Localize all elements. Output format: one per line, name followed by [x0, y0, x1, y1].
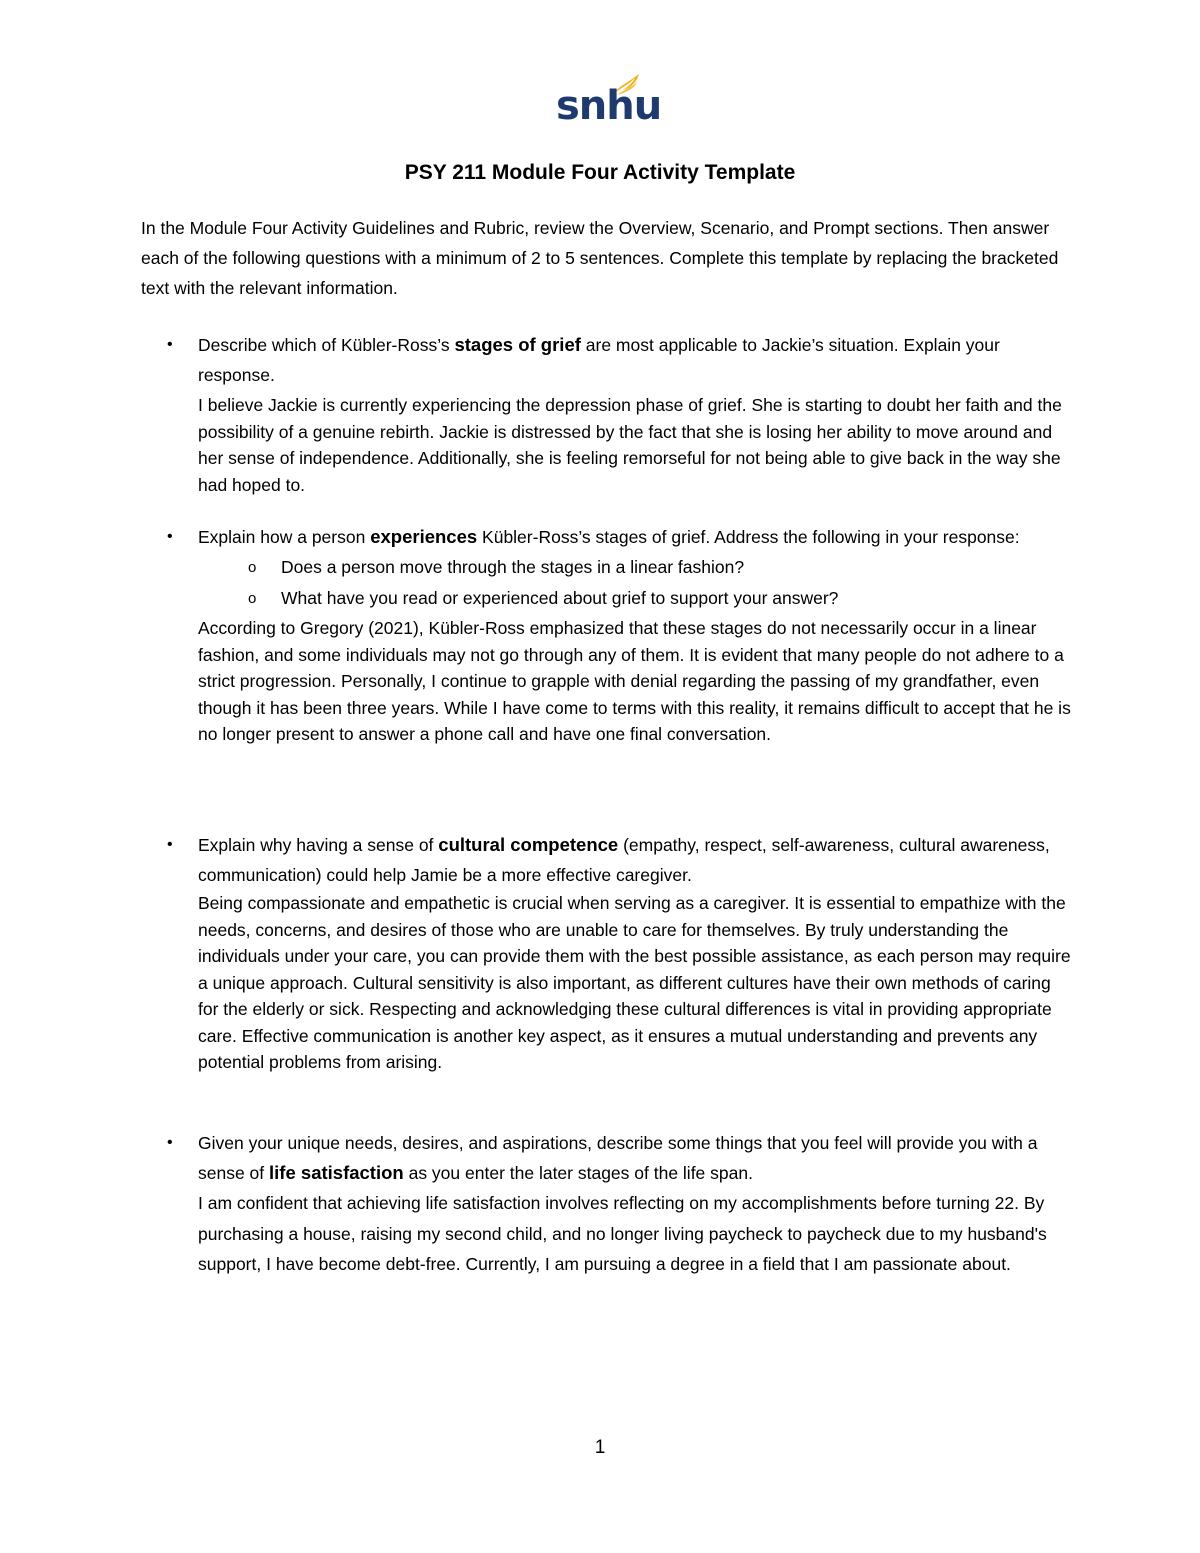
question-keyword: stages of grief	[454, 334, 581, 355]
sub-question: o Does a person move through the stages in a linear fashion?	[281, 552, 1071, 583]
question-block-1	[141, 330, 1071, 498]
logo-wordmark: snhu	[556, 83, 662, 129]
answer-text: Being compassionate and empathetic is crucial when serving as a caregiver. It is essential to empathize with the needs, concerns, and desires of those who are unable to care for themselves. By truly understanding the individuals under your care, you can provide them with the best possible assistance, as each person may require a unique approach. Cultural sensitivity is also important, as different cultures have their own methods of caring for the elderly or sick. Respecting and acknowledging these cultural differences is vital in providing appropriate care. Effective communication is another key aspect, as it ensures a mutual understanding and prevents any potential problems from arising.	[198, 893, 1071, 1072]
page-title: PSY 211 Module Four Activity Template	[404, 161, 796, 184]
question-prompt: Describe which of Kübler-Ross’s stages of grief are most applicable to Jackie’s situation. Explain your response.	[198, 334, 1000, 385]
question-keyword: experiences	[370, 526, 478, 547]
question-keyword: cultural competence	[438, 834, 619, 855]
snhu-logo	[556, 72, 662, 134]
sub-marker: o	[248, 590, 257, 607]
answer-text: I believe Jackie is currently experiencing the depression phase of grief. She is starting to doubt her faith and the possibility of a genuine rebirth. Jackie is distressed by the fact that she is losing her ability to move around and her sense of independence. Additionally, she is feeling remorseful for not being able to give back in the way she had hoped to.	[198, 395, 1062, 495]
bullet-marker: •	[167, 528, 173, 545]
intro-paragraph: In the Module Four Activity Guidelines and Rubric, review the Overview, Scenario, and Prompt sections. Then answer each of the following questions with a minimum of 2 to 5 sentences. Complete this template by replacing the bracketed text with the relevant information.	[141, 218, 1059, 298]
answer-text: According to Gregory (2021), Kübler-Ross emphasized that these stages do not necessarily occur in a linear fashion, and some individuals may not go through any of them. It is evident that many people do not adhere to a strict progression. Personally, I continue to grapple with denial regarding the passing of my grandfather, even though it has been three years. While I have come to terms with this reality, it remains difficult to accept that he is no longer present to answer a phone call and have one final conversation.	[198, 618, 1071, 744]
sub-question: o What have you read or experienced about grief to support your answer?	[281, 583, 1071, 614]
question-block-2	[141, 522, 1071, 748]
question-prompt: Explain why having a sense of cultural competence (empathy, respect, self-awareness, cultural awareness, communication) could help Jamie be a more effective caregiver.	[198, 834, 1050, 885]
page-number: 1	[594, 1437, 606, 1458]
question-block-3	[141, 830, 1071, 1076]
question-keyword: life satisfaction	[269, 1162, 404, 1183]
answer-text: I am confident that achieving life satisfaction involves reflecting on my accomplishments before turning 22. By purchasing a house, raising my second child, and no longer living paycheck to paycheck due to my husband's support, I have become debt-free. Currently, I am pursuing a degree in a field that I am passionate about.	[198, 1193, 1047, 1274]
bullet-marker: •	[167, 1134, 173, 1151]
sub-marker: o	[248, 559, 257, 576]
question-prompt: Explain how a person experiences Kübler-Ross’s stages of grief. Address the following in your response:	[198, 526, 1020, 547]
question-block-4	[141, 1128, 1071, 1280]
bullet-marker: •	[167, 836, 173, 853]
question-prompt: Given your unique needs, desires, and aspirations, describe some things that you feel will provide you with a sense of life satisfaction as you enter the later stages of the life span.	[198, 1133, 1038, 1183]
bullet-marker: •	[167, 336, 173, 353]
